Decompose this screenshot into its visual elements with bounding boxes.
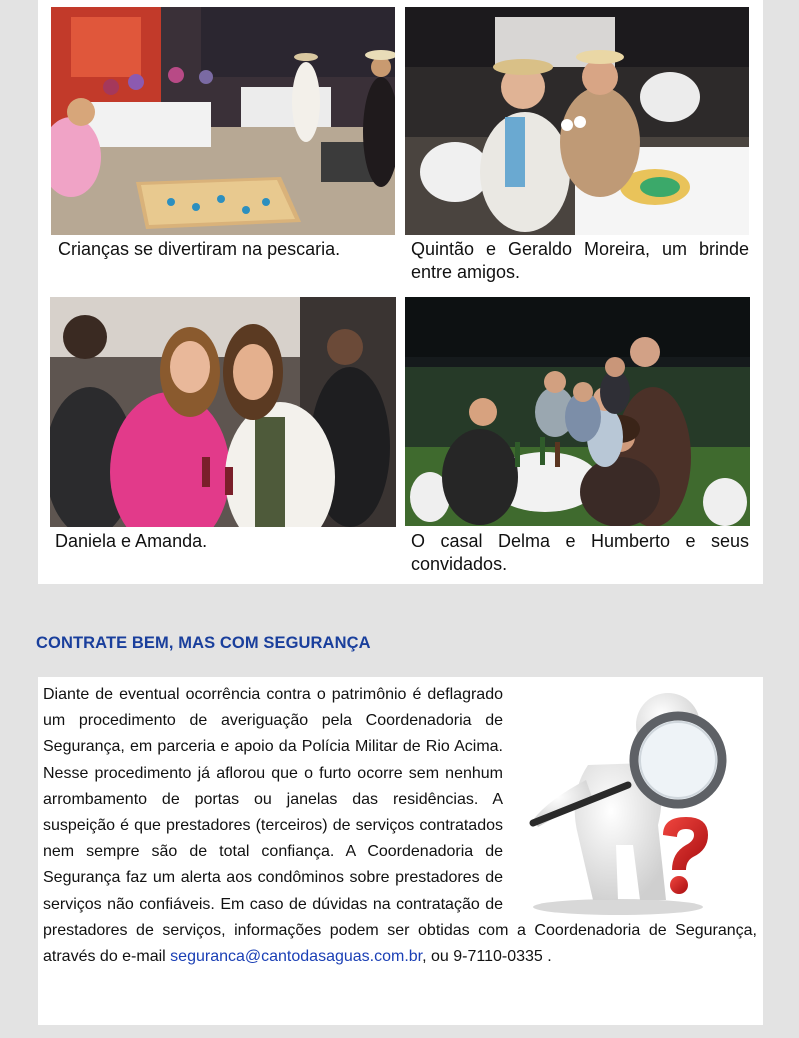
article-panel <box>38 677 763 1025</box>
article-body <box>43 682 757 970</box>
article-body-text: Diante de eventual ocorrência contra o patrimônio é deflagrado um procedimento de averiguação pela Coordenadoria de Segurança, em parceria e apoio da Polícia Militar de Rio Acima. Nesse procedimento já aflorou que o furto ocorre sem nenhum arrombamento de portas ou janelas das residências. A suspeição é que prestadores (terceiros) de serviços contratados nem sempre são de total confiança. A Coordenadoria de Segurança faz um alerta aos condôminos sobre prestadores de serviços não confiáveis. Em caso de dúvidas na contratação de prestadores de serviços, informações podem ser obtidas com a Coordenadoria de Segurança, através do e-mail <box>43 686 757 966</box>
photo-caption-daniela-amanda: Daniela e Amanda. <box>55 531 208 551</box>
illustration-text-wrap <box>503 682 757 916</box>
section-title: CONTRATE BEM, MAS COM SEGURANÇA <box>36 634 371 652</box>
security-email-link[interactable]: seguranca@cantodasaguas.com.br <box>170 948 423 966</box>
photo-gallery <box>38 0 763 584</box>
photo-children-fishing <box>51 7 395 235</box>
photo-caption-delma-humberto: O casal Delma e Humberto e seus convidados. <box>411 531 749 574</box>
photo-caption-friends-toast: Quintão e Geraldo Moreira, um brinde entre amigos. <box>411 239 749 282</box>
photo-friends-toast <box>405 7 749 235</box>
article-body-phone: , ou 9-7110-0335 . <box>422 948 552 966</box>
photo-caption-children-fishing: Crianças se divertiram na pescaria. <box>58 239 341 259</box>
photo-daniela-amanda <box>50 297 396 527</box>
photo-delma-humberto-guests <box>405 297 750 526</box>
